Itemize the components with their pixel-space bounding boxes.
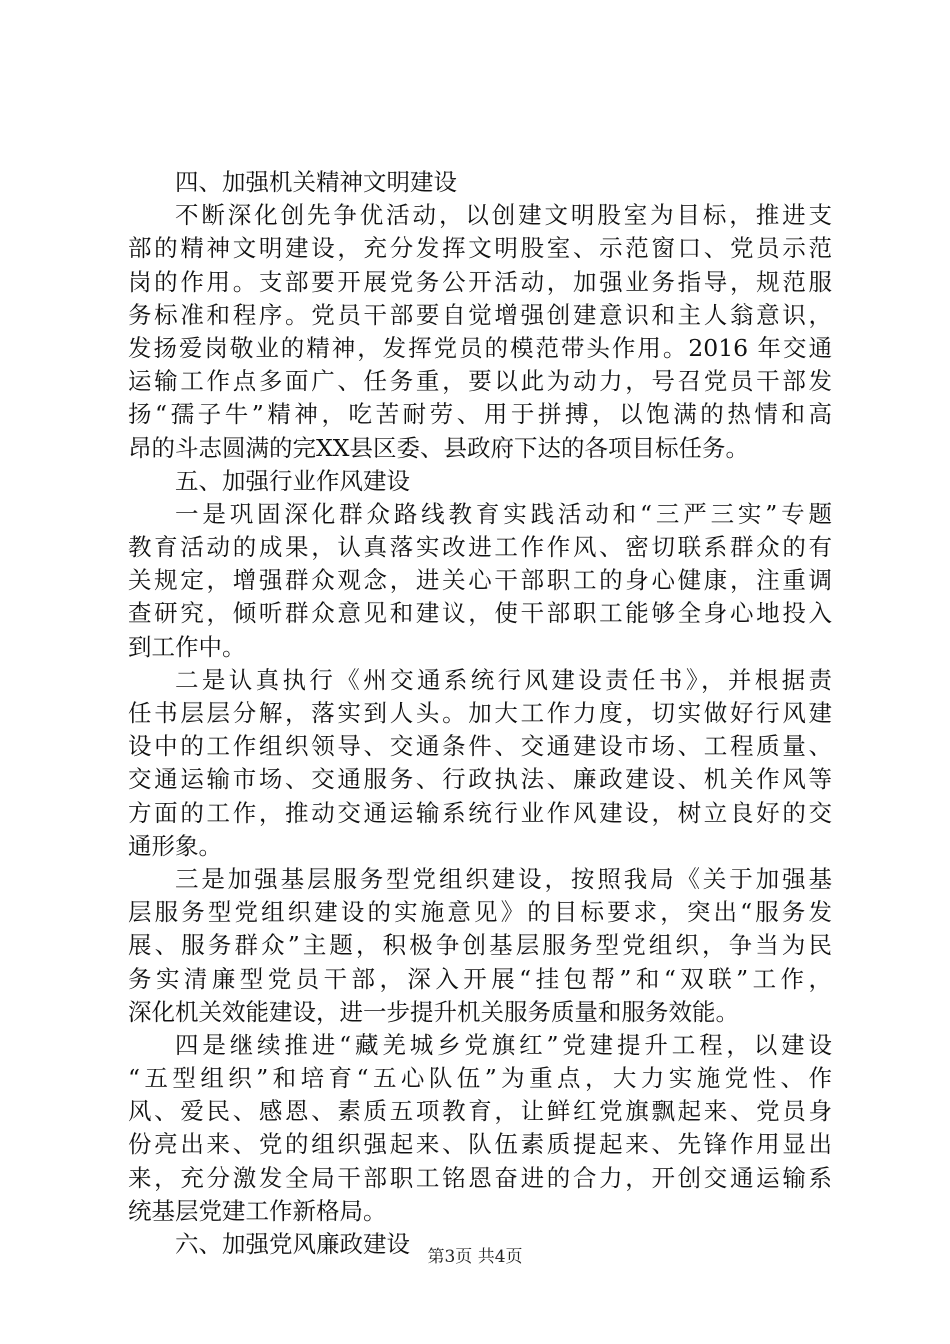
section-heading: 六、加强党风廉政建设 xyxy=(175,1230,410,1258)
paragraph-line: 展、服务群众”主题，积极争创基层服务型党组织，争当为民 xyxy=(128,931,832,960)
paragraph-line: 不断深化创先争优活动，以创建文明股室为目标，推进支 xyxy=(175,201,832,230)
paragraph-line: 务标准和程序。党员干部要自觉增强创建意识和主人翁意识， xyxy=(128,300,832,329)
paragraph-line: 风、爱民、感恩、素质五项教育，让鲜红党旗飘起来、党员身 xyxy=(128,1097,832,1126)
paragraph-line: 扬“孺子牛”精神，吃苦耐劳、用于拼搏，以饱满的热情和高 xyxy=(128,400,832,429)
paragraph-line: 深化机关效能建设，进一步提升机关服务质量和服务效能。 xyxy=(128,997,739,1026)
paragraph-line: 关规定，增强群众观念，进关心干部职工的身心健康，注重调 xyxy=(128,566,832,595)
paragraph-line: 交通运输市场、交通服务、行政执法、廉政建设、机关作风等 xyxy=(128,765,832,794)
paragraph-line: 三是加强基层服务型党组织建设，按照我局《关于加强基 xyxy=(175,864,832,893)
paragraph-line: 查研究，倾听群众意见和建议，使干部职工能够全身心地投入 xyxy=(128,599,832,628)
paragraph-line: 岗的作用。支部要开展党务公开活动，加强业务指导，规范服 xyxy=(128,267,832,296)
paragraph-line: 设中的工作组织领导、交通条件、交通建设市场、工程质量、 xyxy=(128,732,832,761)
paragraph-line: 发扬爱岗敬业的精神，发挥党员的模范带头作用。2016 年交通 xyxy=(128,333,832,362)
paragraph-line: 任书层层分解，落实到人头。加大工作力度，切实做好行风建 xyxy=(128,699,832,727)
paragraph-line: 务实清廉型党员干部，深入开展“挂包帮”和“双联”工作， xyxy=(128,964,832,993)
section-heading: 四、加强机关精神文明建设 xyxy=(175,168,457,196)
paragraph-line: 二是认真执行《州交通系统行风建设责任书》，并根据责 xyxy=(175,665,832,694)
paragraph-line: 层服务型党组织建设的实施意见》的目标要求，突出“服务发 xyxy=(128,898,832,927)
paragraph-line: 运输工作点多面广、任务重，要以此为动力，号召党员干部发 xyxy=(128,367,832,396)
paragraph-line: 通形象。 xyxy=(128,831,222,860)
document-body xyxy=(128,166,832,1261)
paragraph-line: 到工作中。 xyxy=(128,632,246,661)
paragraph-line: “五型组织”和培育“五心队伍”为重点，大力实施党性、作 xyxy=(128,1064,832,1093)
paragraph-line: 份亮出来、党的组织强起来、队伍素质提起来、先锋作用显出 xyxy=(128,1130,832,1159)
paragraph-line: 一是巩固深化群众路线教育实践活动和“三严三实”专题 xyxy=(175,499,832,528)
paragraph-line: 来，充分激发全局干部职工铭恩奋进的合力，开创交通运输系 xyxy=(128,1163,832,1192)
section-heading: 五、加强行业作风建设 xyxy=(175,466,410,495)
paragraph-line: 教育活动的成果，认真落实改进工作作风、密切联系群众的有 xyxy=(128,533,832,562)
paragraph-line: 昂的斗志圆满的完XX县区委、县政府下达的各项目标任务。 xyxy=(128,433,749,462)
paragraph-line: 四是继续推进“藏羌城乡党旗红”党建提升工程，以建设 xyxy=(175,1030,832,1059)
page-footer: 第3页 共4页 xyxy=(427,1247,523,1267)
paragraph-line: 部的精神文明建设，充分发挥文明股室、示范窗口、党员示范 xyxy=(128,234,832,263)
paragraph-line: 统基层党建工作新格局。 xyxy=(128,1196,387,1225)
paragraph-line: 方面的工作，推动交通运输系统行业作风建设，树立良好的交 xyxy=(128,798,832,827)
